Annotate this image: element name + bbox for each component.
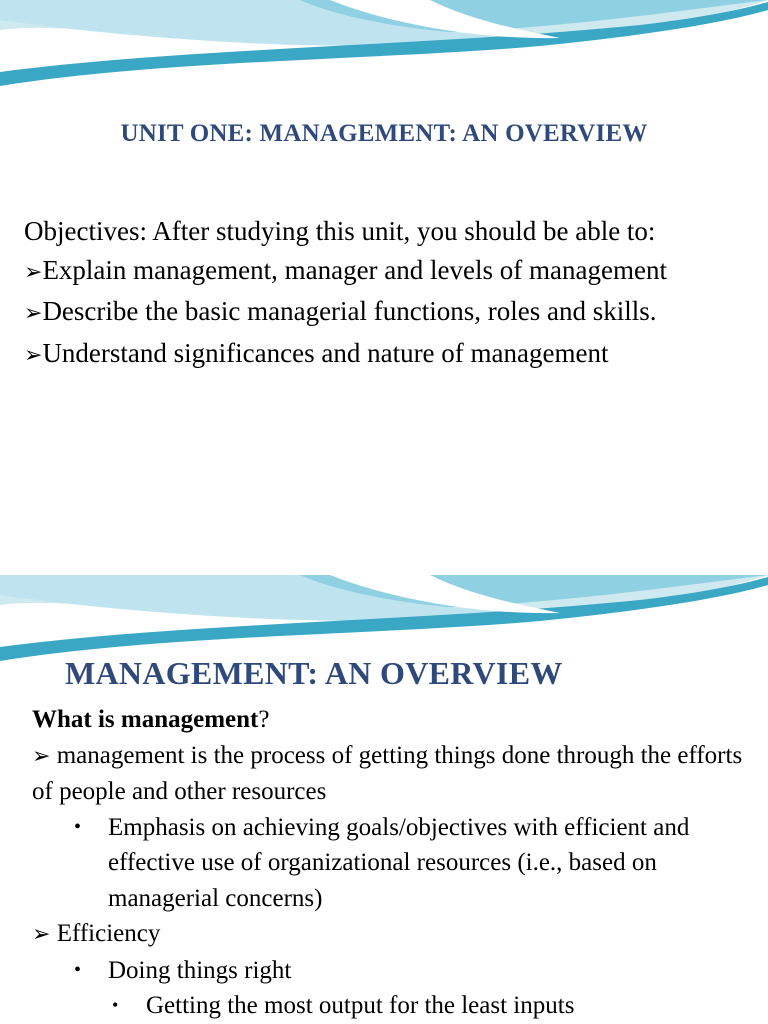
objective-item-text: Describe the basic managerial functions, roles and skills. [42,296,657,326]
question-line [32,702,752,738]
arrow-bullet-icon: ➢ [24,259,43,285]
sub-bullet [32,953,752,989]
objective-item-text: Understand significances and nature of management [42,337,609,368]
arrow-bullet-icon: ➢ [24,342,43,368]
objective-item [24,334,733,376]
efficiency-heading: Efficiency [50,920,161,947]
slide-1-title: UNIT ONE: MANAGEMENT: AN OVERVIEW [120,120,648,147]
objective-item [24,292,733,334]
bullet-icon: • [74,958,82,981]
bullet-icon: • [112,995,119,1015]
sub-sub-bullet-text: Getting the most output for the least inputs [146,992,575,1019]
slide-2 [0,575,768,1024]
slide-1-body [24,212,733,375]
sub-bullet-text: Emphasis on achieving goals/objectives with efficient and effective use of organizational resources (i.e., based on managerial concerns) [108,813,690,912]
objectives-intro: Objectives: After studying this unit, you should be able to: [24,216,656,246]
efficiency-line [32,916,752,953]
objective-item-text: Explain management, manager and levels of management [42,254,667,285]
arrow-bullet-icon: ➢ [32,743,51,769]
question-mark: ? [258,706,270,733]
slide-2-title: MANAGEMENT: AN OVERVIEW [65,655,563,691]
bullet-icon: • [74,815,82,838]
definition-line [32,738,752,810]
arrow-bullet-icon: ➢ [32,922,51,947]
question-bold: What is management [32,706,259,733]
sub-bullet-text: Doing things right [108,956,292,984]
decorative-wave-header [0,0,768,100]
objective-item [24,251,733,293]
arrow-bullet-icon: ➢ [24,301,43,326]
sub-sub-bullet [32,988,752,1024]
slide-2-body [32,702,752,1024]
sub-bullet [32,810,752,917]
definition-text: management is the process of getting things done through the efforts of people and other resources [32,741,743,805]
